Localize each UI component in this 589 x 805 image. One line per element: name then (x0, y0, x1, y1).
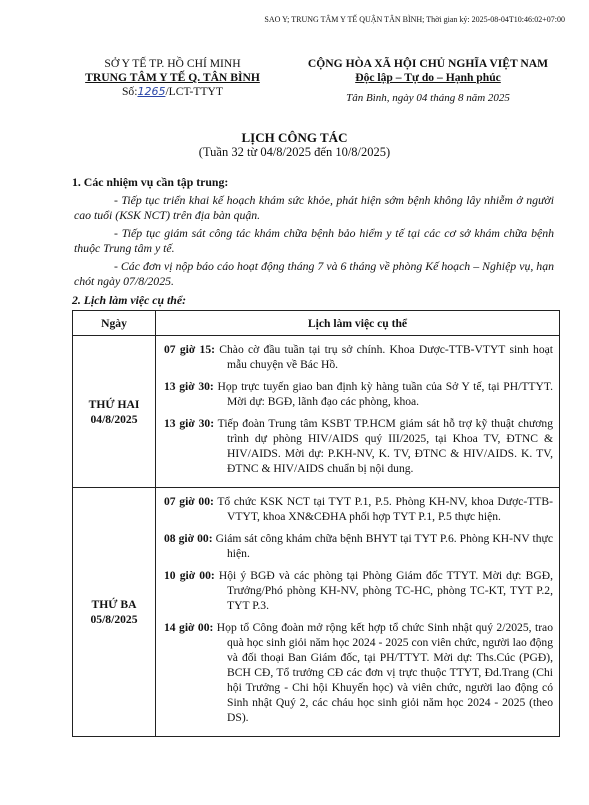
doc-no-handwritten: 1265 (137, 85, 166, 98)
item-text: Họp trực tuyến giao ban định kỳ hàng tuần của Sở Y tế, tại PH/TTYT. Mời dự: BGĐ, lãnh đạo các phòng, khoa. (213, 380, 553, 408)
item-time: 13 giờ 30: (164, 417, 215, 430)
schedule-item (164, 416, 553, 476)
col-day-header: Ngày (73, 311, 156, 336)
item-text: Chào cờ đầu tuần tại trụ sở chính. Khoa Dược-TTB-VTYT sinh hoạt mẫu chuyện về Bác Hồ. (215, 343, 553, 371)
item-text: Giám sát công khám chữa bệnh BHYT tại TYT P.6. Phòng KH-NV thực hiện. (212, 532, 553, 560)
schedule-cell (156, 488, 560, 737)
nation-name: CỘNG HÒA XÃ HỘI CHỦ NGHĨA VIỆT NAM (307, 57, 549, 70)
item-text: Tổ chức KSK NCT tại TYT P.1, P.5. Phòng KH-NV, khoa Dược-TTB-VTYT, khoa XN&CĐHA phối hợp TYT P.1, P.5 thực hiện. (213, 495, 553, 523)
day-cell (73, 336, 156, 488)
agency-name: SỞ Y TẾ TP. HỒ CHÍ MINH (104, 57, 241, 70)
item-time: 13 giờ 30: (164, 380, 214, 393)
item-text: Hội ý BGĐ và các phòng tại Phòng Giám đốc TTYT. Mời dự: BGĐ, Trưởng/Phó phòng KH-NV, phòng TC-HC, phòng TC-KT, TYT P.2, TYT P.3. (214, 569, 553, 612)
day-date: 04/8/2025 (90, 412, 138, 426)
schedule-table (72, 310, 560, 737)
doc-no-suffix: /LCT-TTYT (165, 85, 223, 98)
table-header-row (73, 311, 560, 336)
day-cell (73, 488, 156, 737)
section1-heading: 1. Các nhiệm vụ cần tập trung: (72, 175, 229, 189)
schedule-item (164, 531, 553, 561)
priority-paragraph: - Các đơn vị nộp báo cáo hoạt động tháng 7 và 6 tháng về phòng Kế hoạch – Nghiệp vụ, hạn chót ngày 07/8/2025. (74, 259, 554, 288)
title-block (0, 130, 589, 160)
item-time: 07 giờ 00: (164, 495, 214, 508)
section2-heading: 2. Lịch làm việc cụ thể: (72, 293, 187, 307)
schedule-item (164, 379, 553, 409)
day-date: 05/8/2025 (90, 613, 138, 626)
header-right (278, 57, 578, 105)
schedule-item (164, 494, 553, 524)
national-motto: Độc lập – Tự do – Hạnh phúc (355, 71, 501, 84)
document-number (70, 85, 275, 99)
unit-name: TRUNG TÂM Y TẾ Q. TÂN BÌNH (85, 71, 260, 84)
item-time: 08 giờ 00: (164, 532, 213, 545)
schedule-cell (156, 336, 560, 488)
schedule-item (164, 342, 553, 372)
priority-paragraph: - Tiếp tục triển khai kế hoạch khám sức khỏe, phát hiện sớm bệnh không lây nhiễm ở người cao tuổi (KSK NCT) trên địa bàn quận. (74, 193, 554, 222)
day-name: THỨ BA (91, 598, 137, 611)
day-name: THỨ HAI (88, 397, 140, 411)
item-time: 10 giờ 00: (164, 569, 215, 582)
header-left (70, 57, 275, 99)
table-row (73, 488, 560, 737)
page-title: LỊCH CÔNG TÁC (241, 130, 348, 145)
table-row (73, 336, 560, 488)
item-time: 07 giờ 15: (164, 343, 216, 356)
schedule-item (164, 568, 553, 613)
page-subtitle: (Tuần 32 từ 04/8/2025 đến 10/8/2025) (198, 145, 391, 159)
section-priorities (74, 175, 554, 292)
item-text: Tiếp đoàn Trung tâm KSBT TP.HCM giám sát hỗ trợ kỹ thuật chương trình dự phòng HIV/AIDS quý III/2025, tại Khoa TV, ĐTNC & HIV/AIDS. Mời dự: P.KH-NV, K. TV, ĐTNC & HIV/AIDS. K. TV, ĐTNC & HIV/AIDS chuẩn bị nội dung. (214, 417, 553, 475)
schedule-item (164, 620, 553, 725)
priority-paragraph: - Tiếp tục giám sát công tác khám chữa bệnh bảo hiểm y tế tại các cơ sở khám chữa bệnh thuộc Trung tâm y tế. (74, 226, 554, 255)
issue-date: Tân Bình, ngày 04 tháng 8 năm 2025 (346, 92, 510, 104)
item-time: 14 giờ 00: (164, 621, 214, 634)
doc-no-prefix: Số: (121, 85, 138, 98)
item-text: Họp tổ Công đoàn mở rộng kết hợp tổ chức Sinh nhật quý 2/2025, trao quà học sinh giỏi năm học 2024 - 2025 con viên chức, người lao động và đối thoại Ban Giám đốc, tại PH/TTYT. Mời dự: Ths.Cúc (PGĐ), BCH CĐ, Tổ trưởng CĐ các đơn vị trực thuộc TTYT, Đd.Trang (Chi hội Trưởng - Chi hội Khuyến học) và viên chức, người lao động có Sinh nhật Quý 2, các cháu học sinh giỏi năm học 2024 - 2025 (theo DS). (213, 621, 553, 724)
digital-signature-stamp: SAO Y; TRUNG TÂM Y TẾ QUẬN TÂN BÌNH; Thời gian ký: 2025-08-04T10:46:02+07:00 (264, 15, 565, 24)
col-schedule-header: Lịch làm việc cụ thể (156, 311, 560, 336)
